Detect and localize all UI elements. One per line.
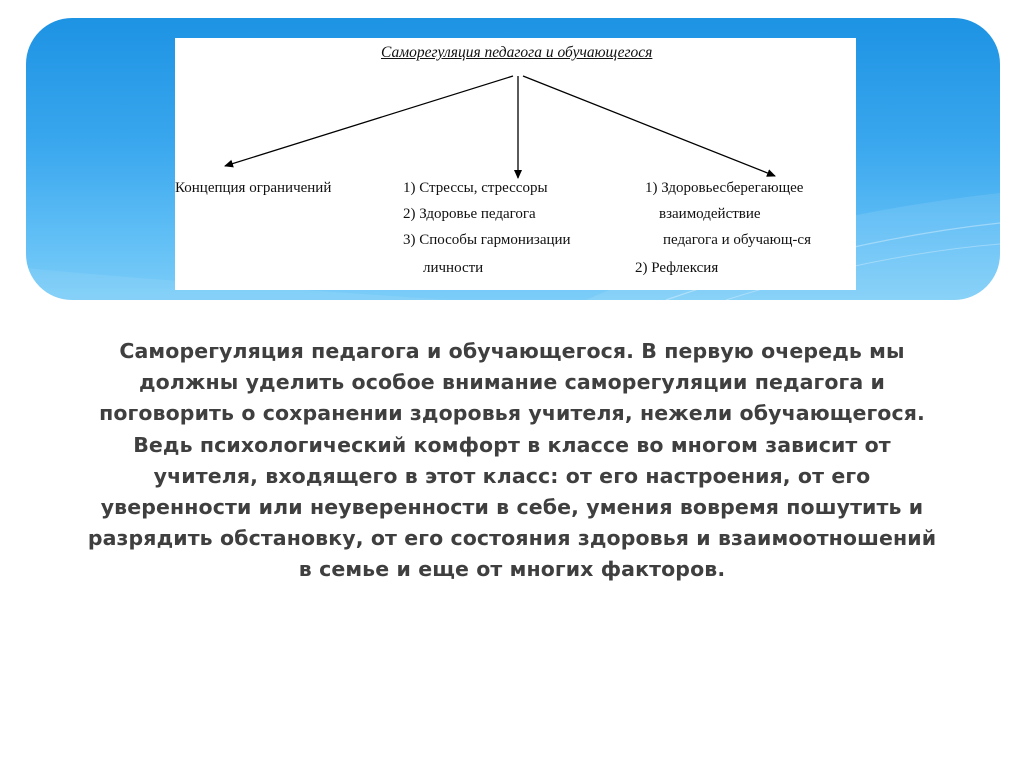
middle-node-line-1: 1) Стрессы, стрессоры: [403, 180, 548, 196]
right-node-line-4: 2) Рефлексия: [635, 260, 719, 276]
right-node-line-3: педагога и обучающ-ся: [663, 232, 811, 248]
diagram: [175, 38, 856, 290]
left-node: Концепция ограничений: [175, 180, 332, 196]
body-paragraph: Саморегуляция педагога и обучающегося. В первую очередь мы должны уделить особое внимание саморегуляции педагога и поговорить о сохранении здоровья учителя, нежели обучающегося. Ведь психологический комфорт в классе во многом зависит от учителя, входящего в этот класс: от его настроения, от его уверенности или неуверенности в себе, умения вовремя пошутить и разрядить обстановку, от его состояния здоровья и взаимоотношений в семье и еще от многих факторов.: [87, 339, 937, 582]
middle-node-line-4: личности: [423, 260, 484, 276]
middle-node-line-2: 2) Здоровье педагога: [403, 206, 536, 222]
diagram-title: Саморегуляция педагога и обучающегося: [381, 44, 653, 61]
middle-node-line-3: 3) Способы гармонизации: [403, 232, 571, 248]
right-node-line-1: 1) Здоровьесберегающее: [645, 180, 804, 196]
arrow-right: [523, 76, 775, 176]
diagram-arrows: [175, 38, 856, 290]
arrow-left: [225, 76, 513, 166]
right-node-line-2: взаимодействие: [659, 206, 761, 222]
